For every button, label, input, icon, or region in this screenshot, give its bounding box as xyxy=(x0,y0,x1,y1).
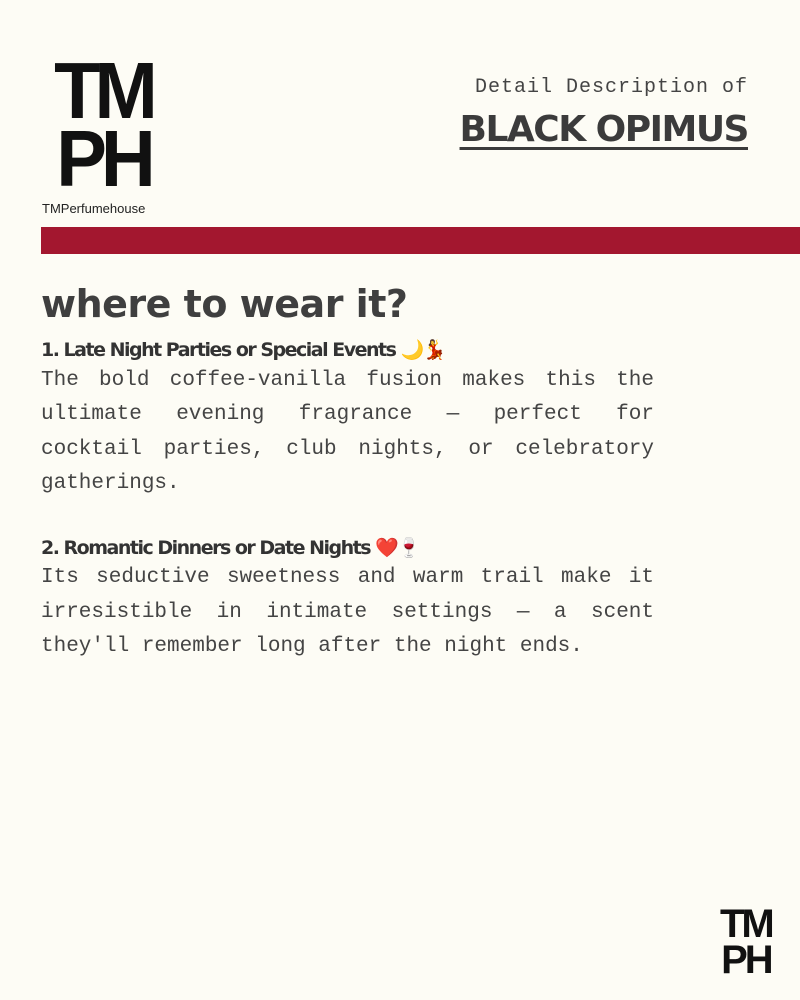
main-content xyxy=(41,282,654,665)
page-header xyxy=(460,76,748,150)
list-item xyxy=(41,338,654,502)
footer-logo-line-top: TM xyxy=(720,902,772,946)
section-title: where to wear it? xyxy=(41,282,408,326)
brand-caption: TMPerfumehouse xyxy=(42,200,146,216)
footer-logo-line-bottom: PH xyxy=(721,938,771,982)
logo-line-top: TM xyxy=(54,46,152,137)
footer-logo xyxy=(720,902,772,982)
item-body: Its seductive sweetness and warm trail make it irresistible in intimate settings — a scent they'll remember long after the night ends. xyxy=(41,566,654,659)
detail-label: Detail Description of xyxy=(474,76,748,99)
list-item xyxy=(41,536,654,665)
logo-line-bottom: PH xyxy=(56,115,150,205)
brand-logo xyxy=(42,46,164,216)
accent-divider-bar xyxy=(41,227,800,254)
item-heading: 1. Late Night Parties or Special Events 🌙💃 xyxy=(41,339,445,361)
logo-mark xyxy=(42,46,164,205)
footer-logo-mark xyxy=(720,902,772,982)
item-heading: 2. Romantic Dinners or Date Nights ❤️🍷 xyxy=(41,536,420,559)
item-body: The bold coffee-vanilla fusion makes this the ultimate evening fragrance — perfect for cocktail parties, club nights, or celebratory gatherings. xyxy=(41,368,654,496)
product-name: BLACK OPIMUS xyxy=(459,109,748,150)
